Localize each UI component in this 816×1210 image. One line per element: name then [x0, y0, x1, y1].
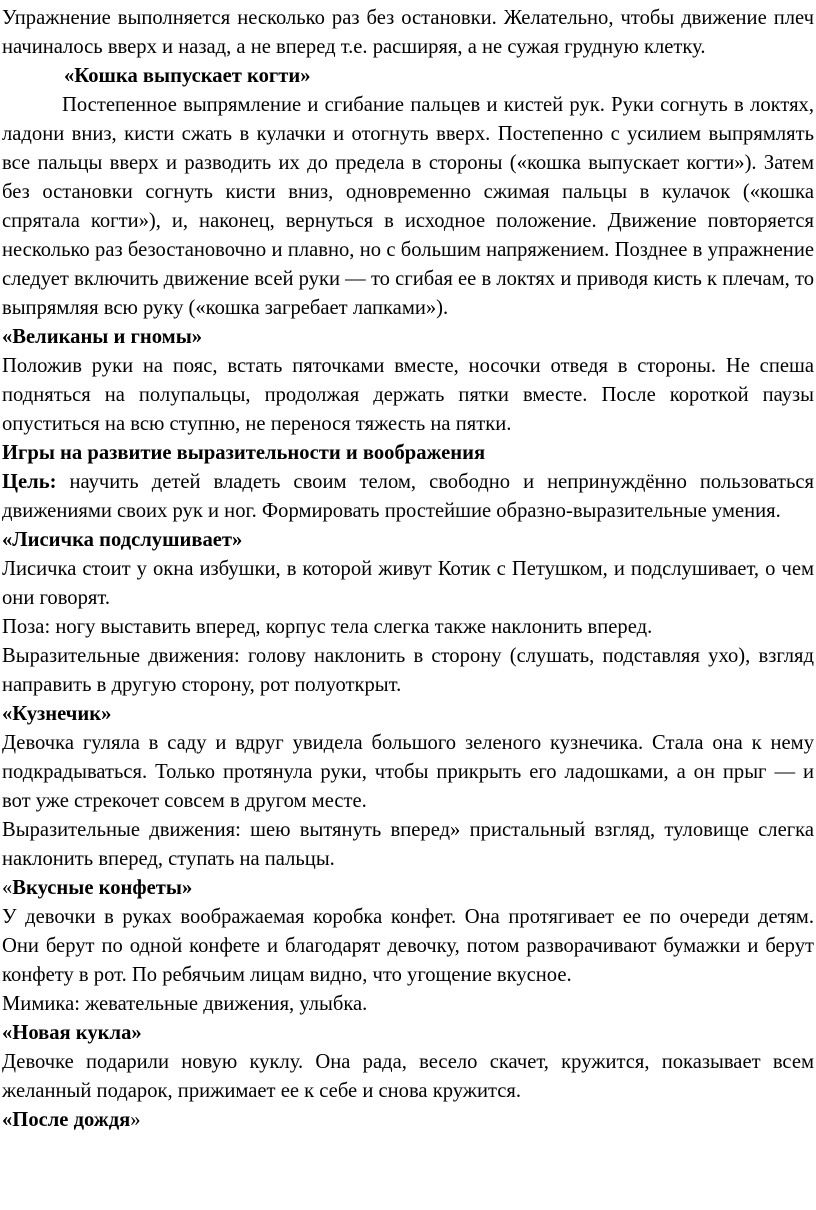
paragraph-new-doll: Девочке подарили новую куклу. Она рада, весело скачет, кружится, показывает всем желанный подарок, прижимает ее к себе и снова кружится.	[2, 1051, 814, 1102]
paragraph-fox-movements: Выразительные движения: голову наклонить в сторону (слушать, подставляя ухо), взгляд направить в другую сторону, рот полуоткрыт.	[2, 645, 814, 696]
paragraph-candies-story: У девочки в руках воображаемая коробка конфет. Она протягивает ее по очереди детям. Они берут по одной конфете и благодарят девочку, потом разворачивают бумажки и берут конфету в рот. По ребячьим лицам видно, что угощение вкусное.	[2, 906, 814, 986]
goal-text: научить детей владеть своим телом, свободно и непринуждённо пользоваться движениями своих рук и ног. Формировать простейшие образно-выразительные умения.	[2, 471, 814, 522]
heading-cat-claws: «Кошка выпускает когти»	[64, 65, 311, 87]
paragraph-fox-story: Лисичка стоит у окна избушки, в которой живут Котик с Петушком, и подслушивает, о чем они говорят.	[2, 558, 814, 609]
paragraph-grasshopper-movements: Выразительные движения: шею вытянуть вперед» пристальный взгляд, туловище слегка наклонить вперед, ступать на пальцы.	[2, 819, 814, 870]
heading-after-rain-text: После дождя	[12, 1109, 131, 1131]
goal-label: Цель:	[2, 471, 57, 493]
heading-after-rain-open-quote: «	[2, 1109, 13, 1131]
paragraph-grasshopper-story: Девочка гуляла в саду и вдруг увидела большого зеленого кузнечика. Стала она к нему подкрадываться. Только протянула руки, чтобы прикрыть его ладошками, а он прыг — и вот уже стрекочет совсем в другом месте.	[2, 732, 814, 812]
heading-grasshopper: «Кузнечик»	[2, 703, 112, 725]
heading-tasty-candies-close-quote: »	[181, 877, 193, 899]
heading-new-doll: «Новая кукла»	[2, 1022, 142, 1044]
paragraph-giants-gnomes: Положив руки на пояс, встать пяточками вместе, носочки отведя в стороны. Не спеша подняться на полупальцы, продолжая держать пятки вместе. После короткой паузы опуститься на всю ступню, не перенося тяжесть на пятки.	[2, 355, 814, 435]
heading-fox-listens: «Лисичка подслушивает»	[2, 529, 243, 551]
paragraph-intro: Упражнение выполняется несколько раз без остановки. Желательно, чтобы движение плеч начиналось вверх и назад, а не вперед т.е. расширяя, а не сужая грудную клетку.	[2, 7, 814, 58]
heading-after-rain-close-quote: »	[130, 1109, 141, 1131]
heading-after-rain	[2, 1106, 814, 1135]
heading-tasty-candies	[2, 874, 814, 903]
paragraph-cat-claws: Постепенное выпрямление и сгибание пальцев и кистей рук. Руки согнуть в локтях, ладони вниз, кисти сжать в кулачки и отогнуть вверх. Постепенно с усилием выпрямлять все пальцы вверх и разводить их до предела в стороны («кошка выпускает когти»). Затем без остановки согнуть кисти вниз, одновременно сжимая пальцы в кулачок («кошка спрятала когти»), и, наконец, вернуться в исходное положение. Движение повторяется несколько раз безостановочно и плавно, но с большим напряжением. Позднее в упражнение следует включить движение всей руки — то сгибая ее в локтях и приводя кисть к плечам, то выпрямляя всю руку («кошка загребает лапками»).	[2, 94, 814, 319]
paragraph-fox-pose: Поза: ногу выставить вперед, корпус тела слегка также наклонить вперед.	[2, 616, 653, 638]
paragraph-goal	[2, 468, 814, 526]
heading-tasty-candies-text: Вкусные конфеты	[12, 877, 182, 899]
paragraph-candies-mimicry: Мимика: жевательные движения, улыбка.	[2, 993, 368, 1015]
heading-expressiveness-games: Игры на развитие выразительности и воображения	[2, 442, 486, 464]
heading-tasty-candies-open-quote: «	[2, 877, 13, 899]
heading-giants-gnomes: «Великаны и гномы»	[2, 326, 203, 348]
